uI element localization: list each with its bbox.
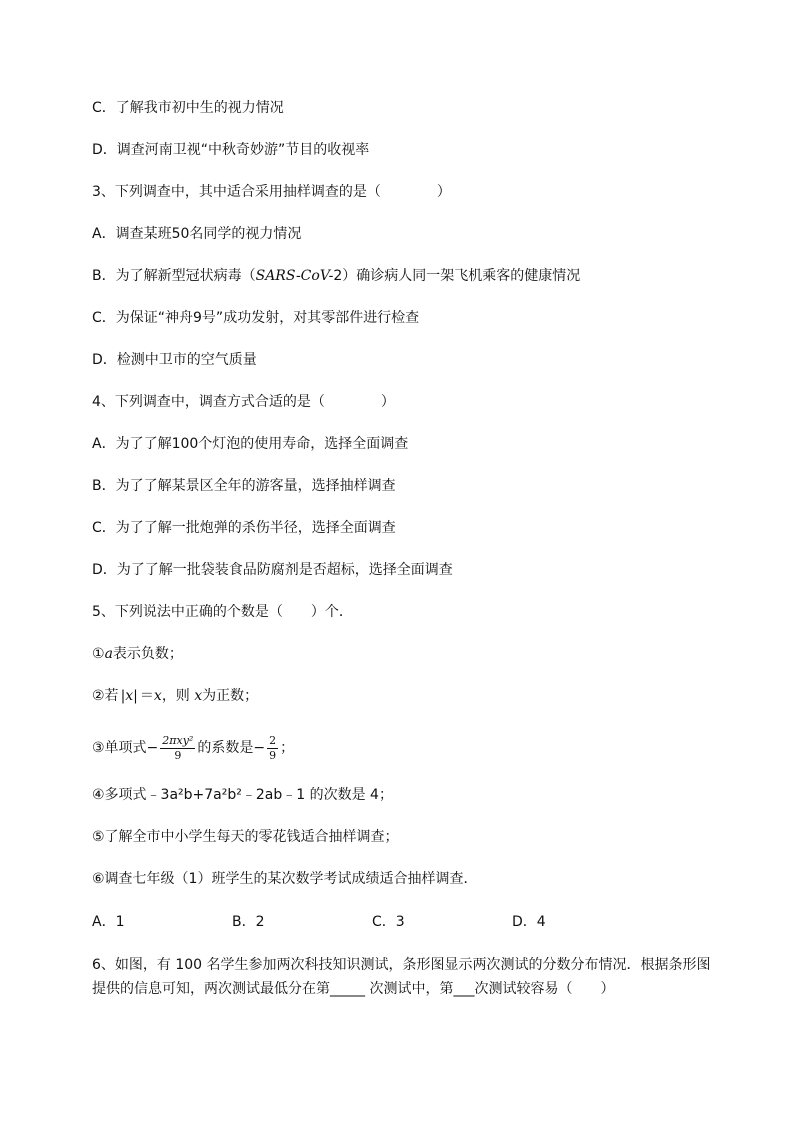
q5-statement-1-marker: ① [92, 646, 105, 662]
coefficient-fraction [267, 734, 278, 763]
monomial-numerator: 2πxy² [162, 733, 194, 747]
q3-option-b-suffix: 2）确诊病人同一架飞机乘客的健康情况 [333, 268, 581, 284]
q4-option-a: A．为了了解100个灯泡的使用寿命，选择全面调查 [92, 436, 409, 452]
q5-stem: 5、下列说法中正确的个数是（ ）个． [92, 604, 353, 620]
q4-option-b: B．为了了解某景区全年的游客量，选择抽样调查 [92, 478, 396, 494]
q3-option-c: C．为保证“神舟9号”成功发射，对其零部件进行检查 [92, 310, 420, 326]
coefficient-denominator: 9 [269, 748, 277, 762]
q5-statement-5: ⑤了解全市中小学生每天的零花钱适合抽样调查； [92, 829, 399, 845]
q5-statement-2-variable: x [153, 688, 162, 704]
monomial-denominator: 9 [174, 748, 182, 762]
q5-statement-1-text: 表示负数； [112, 646, 183, 662]
q5-statement-2-suffix: 为正数； [202, 688, 259, 704]
q3-option-a: A．调查某班50名同学的视力情况 [92, 226, 302, 242]
q3-option-d: D．检测中卫市的空气质量 [92, 352, 257, 368]
q5-statement-2-prefix: ②若 [92, 688, 119, 704]
q5-statement-2-abs-value: |x| [120, 688, 138, 704]
q5-statement-4: ④多项式﹣3a²b+7a²b²﹣2ab﹣1 的次数是 4； [92, 787, 393, 803]
q4-stem: 4、下列调查中，调查方式合适的是（ ） [92, 394, 395, 410]
q5-options-row [92, 912, 652, 932]
q4-option-c: C．为了了解一批炮弹的杀伤半径，选择全面调查 [92, 520, 396, 536]
q5-option-d: D．4 [512, 914, 546, 930]
q5-statement-1-variable: a [104, 646, 113, 662]
q2-option-c: C．了解我市初中生的视力情况 [92, 100, 284, 116]
q5-statement-2-variable-2: x [194, 688, 203, 704]
q5-statement-2-middle: ，则 [161, 688, 195, 704]
q6-stem: 6、如图，有 100 名学生参加两次科技知识测试，条形图显示两次测试的分数分布情况．根据条形图提供的信息可知，两次测试最低分在第_____ 次测试中，第___次测试较容易（ ） [92, 957, 711, 997]
q5-statement-3-prefix: ③单项式− [92, 740, 159, 756]
q3-option-b-virus-name: SARS-CoV- [255, 268, 334, 284]
q5-statement-3-suffix: ； [280, 740, 295, 756]
q5-option-a: A．1 [92, 914, 125, 930]
q5-statement-3-middle: 的系数是− [197, 740, 266, 756]
q5-statement-2 [92, 686, 258, 706]
q5-statement-6: ⑥调查七年级（1）班学生的某次数学考试成绩适合抽样调查． [92, 871, 478, 887]
coefficient-numerator: 2 [269, 733, 277, 747]
q5-statement-2-equals: ＝ [139, 688, 154, 704]
q2-option-d: D．调查河南卫视“中秋奇妙游”节目的收视率 [92, 142, 370, 158]
q4-option-d: D．为了了解一批袋装食品防腐剂是否超标，选择全面调查 [92, 562, 453, 578]
q5-option-c: C．3 [372, 914, 405, 930]
q3-option-b [92, 266, 580, 286]
q5-statement-3 [92, 730, 294, 766]
q3-stem: 3、下列调查中，其中适合采用抽样调查的是（ ） [92, 184, 451, 200]
q3-option-b-prefix: B．为了解新型冠状病毒（ [92, 268, 256, 284]
monomial-fraction [160, 734, 195, 763]
q5-option-b: B．2 [232, 914, 265, 930]
q5-statement-1 [92, 644, 183, 664]
